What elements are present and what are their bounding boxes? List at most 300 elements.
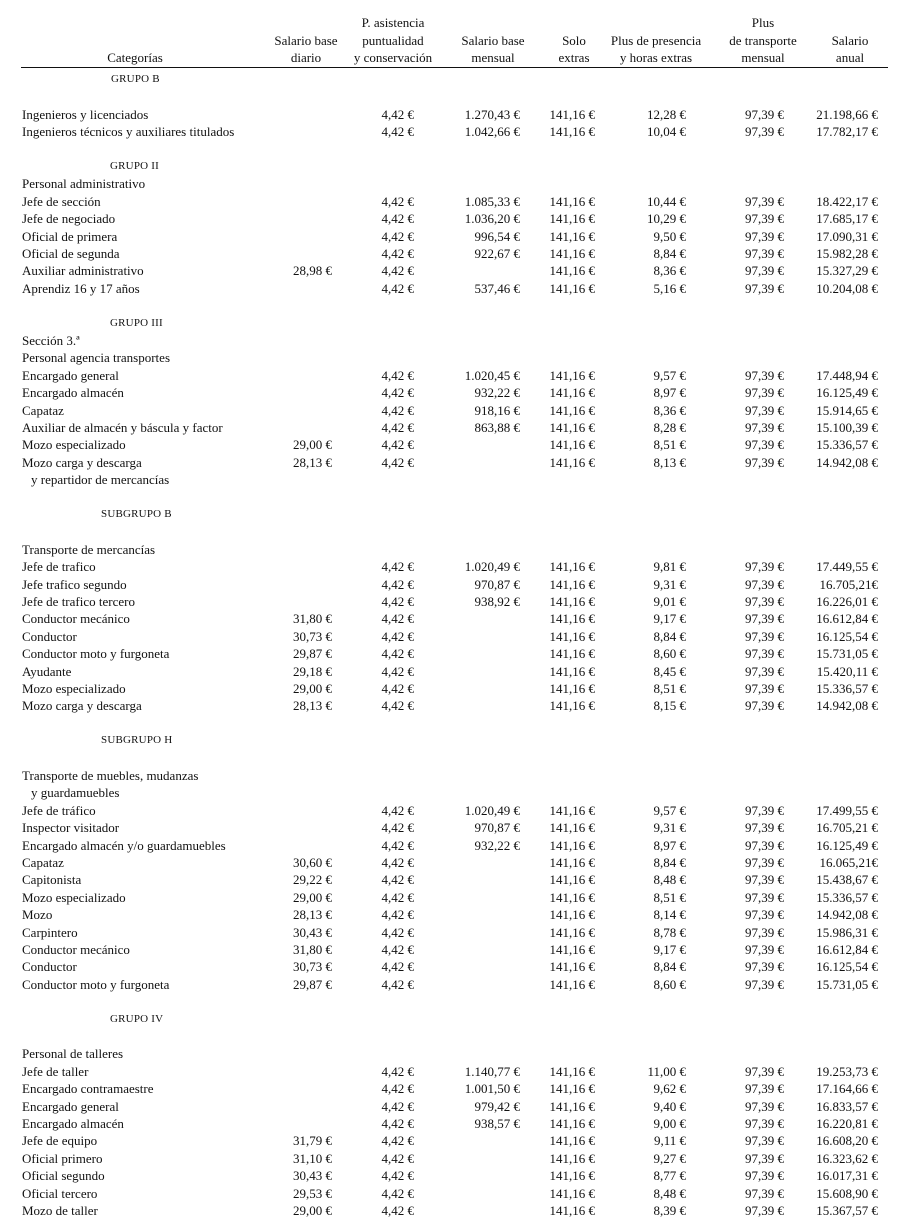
asistencia-cell: 4,42 € xyxy=(381,420,414,435)
plus-transporte-cell: 97,39 € xyxy=(745,559,784,575)
salario-base-mensual-cell: 1.036,20 € xyxy=(464,211,520,227)
salario-anual-cell: 15.336,57 € xyxy=(816,681,878,696)
plus-presencia-cell: 9,40 € xyxy=(653,1098,686,1114)
asistencia-cell: 4,42 € xyxy=(381,124,414,140)
asistencia-cell: 4,42 € xyxy=(381,959,414,975)
solo-extras-cell: 141,16 € xyxy=(549,1081,595,1097)
solo-extras-cell: 141,16 € xyxy=(549,263,595,279)
group-heading xyxy=(0,158,912,175)
header-line: y conservación xyxy=(353,50,433,65)
plus-presencia-cell: 9,62 € xyxy=(653,1081,686,1097)
solo-extras-cell: 141,16 € xyxy=(549,367,595,383)
plus-transporte-cell: 97,39 € xyxy=(745,889,784,905)
plus-transporte-cell: 97,39 € xyxy=(745,367,784,383)
salario-base-diario-cell: 31,79 € xyxy=(293,1133,332,1149)
category-cell: Mozo carga y descarga xyxy=(22,454,142,470)
plus-presencia-cell: 8,84 € xyxy=(653,628,686,644)
solo-extras-cell: 141,16 € xyxy=(549,1116,595,1131)
category-cell: Mozo especializado xyxy=(22,681,126,696)
section-label xyxy=(0,541,912,558)
plus-transporte-cell: 97,39 € xyxy=(745,1116,784,1131)
plus-presencia-cell: 8,15 € xyxy=(653,698,686,714)
asistencia-cell: 4,42 € xyxy=(381,663,414,679)
category-cell: Jefe de tráfico xyxy=(22,802,96,818)
header-rule xyxy=(21,67,888,68)
plus-presencia-cell: 8,48 € xyxy=(653,872,686,888)
salario-base-diario-cell: 30,73 € xyxy=(293,628,332,644)
category-cell: Capitonista xyxy=(22,872,82,888)
table-row xyxy=(0,854,912,871)
header-line: mensual xyxy=(741,50,785,65)
category-cell: Aprendiz 16 y 17 años xyxy=(22,280,140,296)
plus-presencia-cell: 8,78 € xyxy=(653,924,686,940)
salario-anual-cell: 16.833,57 € xyxy=(816,1098,878,1114)
category-cell: Mozo de taller xyxy=(22,1203,98,1218)
plus-presencia-cell: 5,16 € xyxy=(653,280,686,296)
table-row xyxy=(0,663,912,680)
header-line: Plus xyxy=(751,15,775,30)
category-cell: Ingenieros técnicos y auxiliares titulados xyxy=(22,124,235,140)
plus-transporte-cell: 97,39 € xyxy=(745,1168,784,1184)
table-row xyxy=(0,367,912,384)
asistencia-cell: 4,42 € xyxy=(381,855,414,870)
header-line: extras xyxy=(558,50,590,65)
table-row xyxy=(0,871,912,888)
category-cell: Jefe de trafico tercero xyxy=(22,594,135,609)
solo-extras-cell: 141,16 € xyxy=(549,454,595,470)
salario-base-mensual-cell: 1.020,49 € xyxy=(464,559,520,575)
plus-presencia-cell: 9,00 € xyxy=(653,1116,686,1131)
salario-anual-cell: 15.100,39 € xyxy=(816,420,878,435)
plus-transporte-cell: 97,39 € xyxy=(745,420,784,435)
salario-base-diario-cell: 31,80 € xyxy=(293,942,332,957)
salario-base-diario-cell: 29,87 € xyxy=(293,976,332,992)
plus-presencia-cell: 9,31 € xyxy=(653,820,686,836)
asistencia-cell: 4,42 € xyxy=(381,454,414,470)
plus-presencia-cell: 12,28 € xyxy=(647,106,686,122)
header-solo-extras xyxy=(542,14,606,67)
salario-anual-cell: 17.449,55 € xyxy=(816,559,878,575)
section-label xyxy=(0,332,912,349)
continuation-line xyxy=(0,471,912,488)
group-heading xyxy=(0,71,912,88)
group-heading xyxy=(0,1011,912,1028)
plus-presencia-cell: 9,27 € xyxy=(653,1150,686,1166)
solo-extras-cell: 141,16 € xyxy=(549,802,595,818)
table-row xyxy=(0,802,912,819)
table-row xyxy=(0,576,912,593)
plus-presencia-cell: 11,00 € xyxy=(647,1063,686,1079)
plus-transporte-cell: 97,39 € xyxy=(745,1150,784,1166)
plus-transporte-cell: 97,39 € xyxy=(745,907,784,923)
table-row xyxy=(0,889,912,906)
category-cell: Conductor moto y furgoneta xyxy=(22,646,170,662)
asistencia-cell: 4,42 € xyxy=(381,263,414,279)
plus-presencia-cell: 8,48 € xyxy=(653,1185,686,1201)
group-heading-label: GRUPO II xyxy=(110,160,159,172)
salario-base-diario-cell: 28,13 € xyxy=(293,698,332,714)
salario-base-mensual-cell: 970,87 € xyxy=(474,576,520,592)
salario-base-mensual-cell: 1.020,49 € xyxy=(464,802,520,818)
solo-extras-cell: 141,16 € xyxy=(549,1150,595,1166)
plus-presencia-cell: 8,77 € xyxy=(653,1168,686,1184)
category-cell: Jefe de negociado xyxy=(22,211,116,227)
plus-transporte-cell: 97,39 € xyxy=(745,646,784,662)
salario-anual-cell: 16.065,21€ xyxy=(819,855,878,870)
asistencia-cell: 4,42 € xyxy=(381,1116,414,1131)
solo-extras-cell: 141,16 € xyxy=(549,124,595,140)
solo-extras-cell: 141,16 € xyxy=(549,280,595,296)
table-row xyxy=(0,1167,912,1184)
plus-presencia-cell: 8,51 € xyxy=(653,437,686,453)
table-row xyxy=(0,924,912,941)
table-row xyxy=(0,210,912,227)
asistencia-cell: 4,42 € xyxy=(381,437,414,453)
header-line: Plus de presencia xyxy=(610,32,702,48)
asistencia-cell: 4,42 € xyxy=(381,1150,414,1166)
table-row xyxy=(0,106,912,123)
plus-transporte-cell: 97,39 € xyxy=(745,872,784,888)
plus-transporte-cell: 97,39 € xyxy=(745,211,784,227)
salario-base-diario-cell: 30,73 € xyxy=(293,959,332,975)
table-row xyxy=(0,228,912,245)
salario-base-diario-cell: 30,43 € xyxy=(293,924,332,940)
salario-base-diario-cell: 28,13 € xyxy=(293,454,332,470)
plus-transporte-cell: 97,39 € xyxy=(745,959,784,975)
table-row xyxy=(0,1063,912,1080)
solo-extras-cell: 141,16 € xyxy=(549,959,595,975)
salario-base-diario-cell: 31,80 € xyxy=(293,611,332,627)
table-row xyxy=(0,697,912,714)
salario-anual-cell: 15.731,05 € xyxy=(816,976,878,992)
asistencia-cell: 4,42 € xyxy=(381,576,414,592)
salario-base-mensual-cell: 932,22 € xyxy=(474,385,520,401)
continuation-text: y repartidor de mercancías xyxy=(31,472,170,488)
plus-transporte-cell: 97,39 € xyxy=(745,437,784,453)
plus-transporte-cell: 97,39 € xyxy=(745,976,784,992)
asistencia-cell: 4,42 € xyxy=(381,1098,414,1114)
salario-anual-cell: 15.336,57 € xyxy=(816,889,878,905)
asistencia-cell: 4,42 € xyxy=(381,228,414,244)
plus-presencia-cell: 9,17 € xyxy=(653,942,686,957)
solo-extras-cell: 141,16 € xyxy=(549,193,595,209)
asistencia-cell: 4,42 € xyxy=(381,1081,414,1097)
solo-extras-cell: 141,16 € xyxy=(549,628,595,644)
section-label xyxy=(0,175,912,192)
asistencia-cell: 4,42 € xyxy=(381,367,414,383)
table-row xyxy=(0,280,912,297)
salario-anual-cell: 17.685,17 € xyxy=(816,211,878,227)
section-label xyxy=(0,1045,912,1062)
salario-base-diario-cell: 29,53 € xyxy=(293,1185,332,1201)
salario-base-mensual-cell: 938,57 € xyxy=(474,1116,520,1131)
solo-extras-cell: 141,16 € xyxy=(549,594,595,609)
table-row xyxy=(0,593,912,610)
plus-transporte-cell: 97,39 € xyxy=(745,228,784,244)
asistencia-cell: 4,42 € xyxy=(381,698,414,714)
salario-base-diario-cell: 29,22 € xyxy=(293,872,332,888)
salario-base-diario-cell: 30,60 € xyxy=(293,855,332,870)
salario-anual-cell: 15.327,29 € xyxy=(816,263,878,279)
salario-base-mensual-cell: 537,46 € xyxy=(474,280,520,296)
asistencia-cell: 4,42 € xyxy=(381,1203,414,1218)
asistencia-cell: 4,42 € xyxy=(381,402,414,418)
salario-anual-cell: 16.220,81 € xyxy=(816,1116,878,1131)
category-cell: Auxiliar administrativo xyxy=(22,263,144,279)
salario-anual-cell: 17.164,66 € xyxy=(816,1081,878,1097)
header-salario-anual xyxy=(808,14,892,67)
solo-extras-cell: 141,16 € xyxy=(549,1168,595,1184)
category-cell: Inspector visitador xyxy=(22,820,120,836)
header-line: Salario base xyxy=(461,32,525,48)
section-label-text: Personal de talleres xyxy=(22,1046,124,1062)
salario-base-mensual-cell: 938,92 € xyxy=(474,594,520,609)
plus-presencia-cell: 8,84 € xyxy=(653,959,686,975)
salario-anual-cell: 16.705,21 € xyxy=(816,820,878,836)
salario-anual-cell: 17.090,31 € xyxy=(816,228,878,244)
header-line: P. asistencia xyxy=(361,15,425,30)
plus-presencia-cell: 8,39 € xyxy=(653,1203,686,1218)
table-row xyxy=(0,1098,912,1115)
section-label xyxy=(0,767,912,784)
plus-transporte-cell: 97,39 € xyxy=(745,193,784,209)
plus-presencia-cell: 9,81 € xyxy=(653,559,686,575)
group-heading xyxy=(0,315,912,332)
plus-transporte-cell: 97,39 € xyxy=(745,663,784,679)
plus-presencia-cell: 9,01 € xyxy=(653,594,686,609)
salario-anual-cell: 14.942,08 € xyxy=(816,907,878,923)
header-line xyxy=(90,14,180,32)
salario-anual-cell: 16.705,21€ xyxy=(819,576,878,592)
category-cell: Oficial segundo xyxy=(22,1168,105,1184)
salario-anual-cell: 15.731,05 € xyxy=(816,646,878,662)
plus-transporte-cell: 97,39 € xyxy=(745,681,784,696)
solo-extras-cell: 141,16 € xyxy=(549,872,595,888)
category-cell: Jefe de equipo xyxy=(22,1133,98,1149)
salario-anual-cell: 16.612,84 € xyxy=(816,942,878,957)
plus-presencia-cell: 9,31 € xyxy=(653,576,686,592)
section-label-text: Transporte de muebles, mudanzas xyxy=(22,768,199,783)
plus-transporte-cell: 97,39 € xyxy=(745,1081,784,1097)
plus-presencia-cell: 9,11 € xyxy=(653,1133,686,1149)
header-line xyxy=(604,14,708,32)
plus-transporte-cell: 97,39 € xyxy=(745,263,784,279)
plus-transporte-cell: 97,39 € xyxy=(745,698,784,714)
table-row xyxy=(0,402,912,419)
table-row xyxy=(0,123,912,140)
plus-transporte-cell: 97,39 € xyxy=(745,1098,784,1114)
solo-extras-cell: 141,16 € xyxy=(549,559,595,575)
solo-extras-cell: 141,16 € xyxy=(549,1063,595,1079)
plus-transporte-cell: 97,39 € xyxy=(745,628,784,644)
group-heading-label: SUBGRUPO B xyxy=(101,508,172,520)
plus-presencia-cell: 8,14 € xyxy=(653,907,686,923)
plus-transporte-cell: 97,39 € xyxy=(745,802,784,818)
category-cell: Jefe de sección xyxy=(22,193,101,209)
salario-base-mensual-cell: 863,88 € xyxy=(474,420,520,435)
table-row xyxy=(0,1115,912,1132)
category-cell: Oficial de segunda xyxy=(22,246,120,261)
table-row xyxy=(0,245,912,262)
header-line: Categorías xyxy=(107,50,163,65)
salario-anual-cell: 15.336,57 € xyxy=(816,437,878,453)
table-row xyxy=(0,941,912,958)
asistencia-cell: 4,42 € xyxy=(381,1133,414,1149)
asistencia-cell: 4,42 € xyxy=(381,385,414,401)
salario-anual-cell: 17.499,55 € xyxy=(816,802,878,818)
category-cell: Mozo carga y descarga xyxy=(22,698,142,714)
plus-presencia-cell: 8,28 € xyxy=(653,420,686,435)
asistencia-cell: 4,42 € xyxy=(381,1185,414,1201)
plus-transporte-cell: 97,39 € xyxy=(745,454,784,470)
header-categorias xyxy=(90,14,180,67)
section-label xyxy=(0,349,912,366)
salario-anual-cell: 14.942,08 € xyxy=(816,454,878,470)
category-cell: Ingenieros y licenciados xyxy=(22,106,149,122)
asistencia-cell: 4,42 € xyxy=(381,907,414,923)
group-heading-label: GRUPO III xyxy=(110,316,163,329)
solo-extras-cell: 141,16 € xyxy=(549,246,595,261)
plus-presencia-cell: 10,04 € xyxy=(647,124,686,140)
solo-extras-cell: 141,16 € xyxy=(549,402,595,418)
continuation-text: y guardamuebles xyxy=(31,785,120,801)
salario-anual-cell: 15.438,67 € xyxy=(816,872,878,888)
solo-extras-cell: 141,16 € xyxy=(549,228,595,244)
table-row xyxy=(0,262,912,279)
plus-presencia-cell: 8,60 € xyxy=(653,976,686,992)
salario-anual-cell: 15.608,90 € xyxy=(816,1185,878,1201)
solo-extras-cell: 141,16 € xyxy=(549,976,595,992)
solo-extras-cell: 141,16 € xyxy=(549,855,595,870)
salario-anual-cell: 16.323,62 € xyxy=(816,1150,878,1166)
salario-anual-cell: 16.125,49 € xyxy=(816,837,878,853)
plus-transporte-cell: 97,39 € xyxy=(745,280,784,296)
salario-base-mensual-cell: 970,87 € xyxy=(474,820,520,836)
header-line xyxy=(262,14,350,32)
asistencia-cell: 4,42 € xyxy=(381,942,414,957)
salario-anual-cell: 16.612,84 € xyxy=(816,611,878,627)
solo-extras-cell: 141,16 € xyxy=(549,907,595,923)
section-label-text: Personal administrativo xyxy=(22,176,146,192)
table-row xyxy=(0,819,912,836)
plus-transporte-cell: 97,39 € xyxy=(745,1063,784,1079)
salario-base-mensual-cell: 1.042,66 € xyxy=(464,124,520,140)
asistencia-cell: 4,42 € xyxy=(381,193,414,209)
category-cell: Conductor xyxy=(22,628,77,644)
header-line: de transporte xyxy=(729,32,797,48)
salario-base-mensual-cell: 918,16 € xyxy=(474,402,520,418)
salario-base-mensual-cell: 1.001,50 € xyxy=(464,1081,520,1097)
salario-base-diario-cell: 28,13 € xyxy=(293,907,332,923)
category-cell: Jefe de trafico xyxy=(22,559,96,575)
header-line xyxy=(90,32,180,50)
header-line: Solo xyxy=(562,32,586,48)
category-cell: Oficial tercero xyxy=(22,1185,98,1201)
table-row xyxy=(0,1185,912,1202)
salario-anual-cell: 15.982,28 € xyxy=(816,246,878,261)
table-row xyxy=(0,837,912,854)
solo-extras-cell: 141,16 € xyxy=(549,611,595,627)
plus-presencia-cell: 8,36 € xyxy=(653,263,686,279)
plus-transporte-cell: 97,39 € xyxy=(745,611,784,627)
salario-base-mensual-cell: 996,54 € xyxy=(474,228,520,244)
plus-transporte-cell: 97,39 € xyxy=(745,1185,784,1201)
header-line: mensual xyxy=(471,50,515,65)
section-label-text: Sección 3.ª xyxy=(22,333,80,348)
plus-transporte-cell: 97,39 € xyxy=(745,820,784,836)
salario-anual-cell: 10.204,08 € xyxy=(816,280,878,296)
salario-anual-cell: 18.422,17 € xyxy=(816,193,878,209)
asistencia-cell: 4,42 € xyxy=(381,611,414,627)
header-salario-base-mensual xyxy=(448,14,538,67)
plus-presencia-cell: 8,45 € xyxy=(653,663,686,679)
header-salario-base-diario xyxy=(262,14,350,67)
category-cell: Mozo especializado xyxy=(22,889,126,905)
header-line: Salario base xyxy=(274,32,338,48)
salario-base-mensual-cell: 1.020,45 € xyxy=(464,367,520,383)
plus-presencia-cell: 9,50 € xyxy=(653,228,686,244)
category-cell: Encargado almacén xyxy=(22,1116,124,1131)
category-cell: Encargado almacén xyxy=(22,385,124,401)
group-heading-label: GRUPO IV xyxy=(110,1012,164,1025)
plus-presencia-cell: 8,13 € xyxy=(653,454,686,470)
category-cell: Conductor moto y furgoneta xyxy=(22,976,170,992)
asistencia-cell: 4,42 € xyxy=(381,820,414,836)
salario-anual-cell: 15.914,65 € xyxy=(816,402,878,418)
plus-transporte-cell: 97,39 € xyxy=(745,576,784,592)
plus-presencia-cell: 8,97 € xyxy=(653,385,686,401)
salario-base-diario-cell: 31,10 € xyxy=(293,1150,332,1166)
category-cell: Encargado general xyxy=(22,1098,119,1114)
salario-anual-cell: 21.198,66 € xyxy=(816,106,878,122)
plus-presencia-cell: 8,51 € xyxy=(653,889,686,905)
salario-base-diario-cell: 28,98 € xyxy=(293,263,332,279)
salario-base-diario-cell: 29,00 € xyxy=(293,681,332,696)
asistencia-cell: 4,42 € xyxy=(381,280,414,296)
asistencia-cell: 4,42 € xyxy=(381,559,414,575)
solo-extras-cell: 141,16 € xyxy=(549,1133,595,1149)
plus-presencia-cell: 8,60 € xyxy=(653,646,686,662)
salario-base-diario-cell: 29,87 € xyxy=(293,646,332,662)
section-label-text: Transporte de mercancías xyxy=(22,541,156,557)
salario-anual-cell: 17.448,94 € xyxy=(816,367,878,383)
header-line: puntualidad xyxy=(362,32,424,48)
table-row xyxy=(0,1132,912,1149)
plus-transporte-cell: 97,39 € xyxy=(745,385,784,401)
salario-anual-cell: 19.253,73 € xyxy=(816,1063,878,1079)
category-cell: Encargado almacén y/o guardamuebles xyxy=(22,837,226,853)
salario-base-mensual-cell: 922,67 € xyxy=(474,246,520,261)
asistencia-cell: 4,42 € xyxy=(381,594,414,609)
salario-base-mensual-cell: 1.085,33 € xyxy=(464,193,520,209)
group-heading-label: GRUPO B xyxy=(111,73,160,85)
salario-base-diario-cell: 29,00 € xyxy=(293,889,332,905)
solo-extras-cell: 141,16 € xyxy=(549,1203,595,1218)
plus-transporte-cell: 97,39 € xyxy=(745,1203,784,1218)
header-line: y horas extras xyxy=(619,50,693,65)
continuation-line xyxy=(0,784,912,801)
category-cell: Jefe de taller xyxy=(22,1063,89,1079)
plus-presencia-cell: 8,36 € xyxy=(653,402,686,418)
solo-extras-cell: 141,16 € xyxy=(549,437,595,453)
plus-presencia-cell: 8,84 € xyxy=(653,855,686,870)
section-label-text: Personal agencia transportes xyxy=(22,350,171,366)
salario-anual-cell: 17.782,17 € xyxy=(816,124,878,140)
plus-transporte-cell: 97,39 € xyxy=(745,942,784,957)
solo-extras-cell: 141,16 € xyxy=(549,942,595,957)
salario-base-diario-cell: 29,00 € xyxy=(293,437,332,453)
asistencia-cell: 4,42 € xyxy=(381,106,414,122)
